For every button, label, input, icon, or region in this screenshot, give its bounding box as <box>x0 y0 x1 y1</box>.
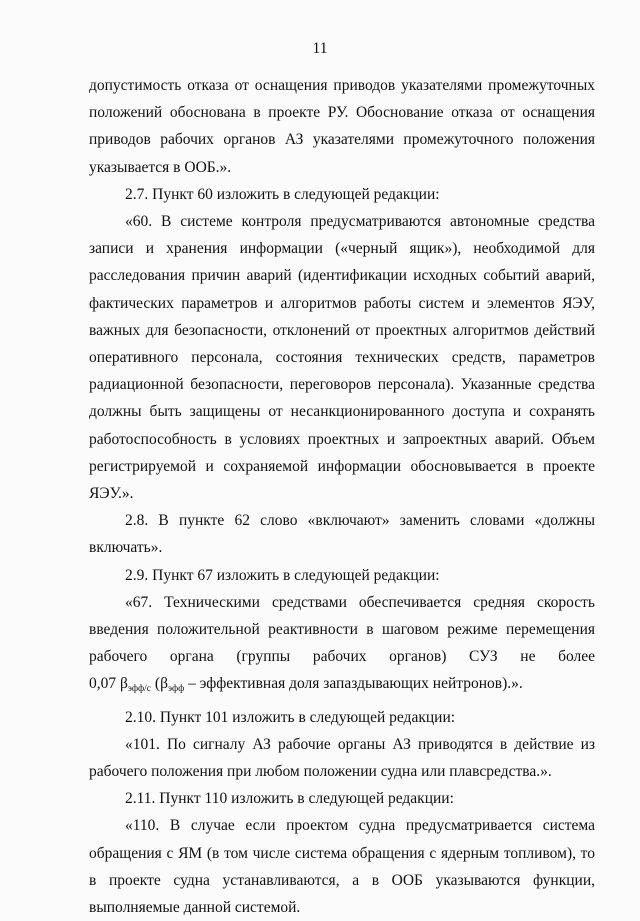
formula-value: 0,07 β <box>89 675 128 693</box>
paragraph-clause-67-formula <box>89 670 595 703</box>
paragraph-clause-110: «110. В случае если проектом судна предусматривается система обращения с ЯМ (в том числе система обращения с ядерным топливом), то в проекте судна устанавливаются, а в ООБ указываются функции, выполняемые данной системой. <box>89 817 595 917</box>
formula-paren: (β <box>151 675 168 693</box>
paragraph-clause-67: «67. Техническими средствами обеспечивается средняя скорость введения положительной реактивности в шаговом режиме перемещения рабочего органа (группы рабочих органов) СУЗ не более <box>89 593 595 666</box>
paragraph-clause-60: «60. В системе контроля предусматриваются автономные средства записи и хранения информации («черный ящик»), необходимой для расследования причин аварий (идентификации исходных событий аварий, фактических параметров и алгоритмов работы систем и элементов ЯЭУ, важных для безопасности, отклонений от проектных алгоритмов действий оперативного персонала, состояния технических средств, параметров радиационной безопасности, переговоров персонала). Указанные средства должны быть защищены от несанкционированного доступа и сохранять работоспособность в условиях проектных и запроектных аварий. Объем регистрируемой и сохраняемой информации обосновывается в проекте ЯЭУ.». <box>89 213 595 503</box>
formula-tail: – эффективная доля запаздывающих нейтронов).». <box>184 675 523 693</box>
formula-subscript: эфф/с <box>127 684 152 695</box>
paragraph-item-2-8: 2.8. В пункте 62 слово «включают» заменить словами «должны включать». <box>89 512 595 557</box>
paragraph-continuation: допустимость отказа от оснащения приводов указателями промежуточных положений обоснована в проекте РУ. Обоснование отказа от оснащения приводов рабочих органов АЗ указателями промежуточного положения указывается в ООБ.». <box>89 77 595 176</box>
paragraph-item-2-11: 2.11. Пункт 110 изложить в следующей редакции: <box>125 790 454 808</box>
formula-subscript: эфф <box>167 684 185 695</box>
paragraph-item-2-7: 2.7. Пункт 60 изложить в следующей редакции: <box>125 185 440 203</box>
document-body <box>89 72 595 921</box>
paragraph-item-2-9: 2.9. Пункт 67 изложить в следующей редакции: <box>125 566 440 584</box>
page-number: 11 <box>312 40 328 57</box>
paragraph-clause-101: «101. По сигналу АЗ рабочие органы АЗ приводятся в действие из рабочего положения при любом положении судна или плавсредства.». <box>89 735 595 781</box>
paragraph-item-2-10: 2.10. Пункт 101 изложить в следующей редакции: <box>125 708 456 726</box>
